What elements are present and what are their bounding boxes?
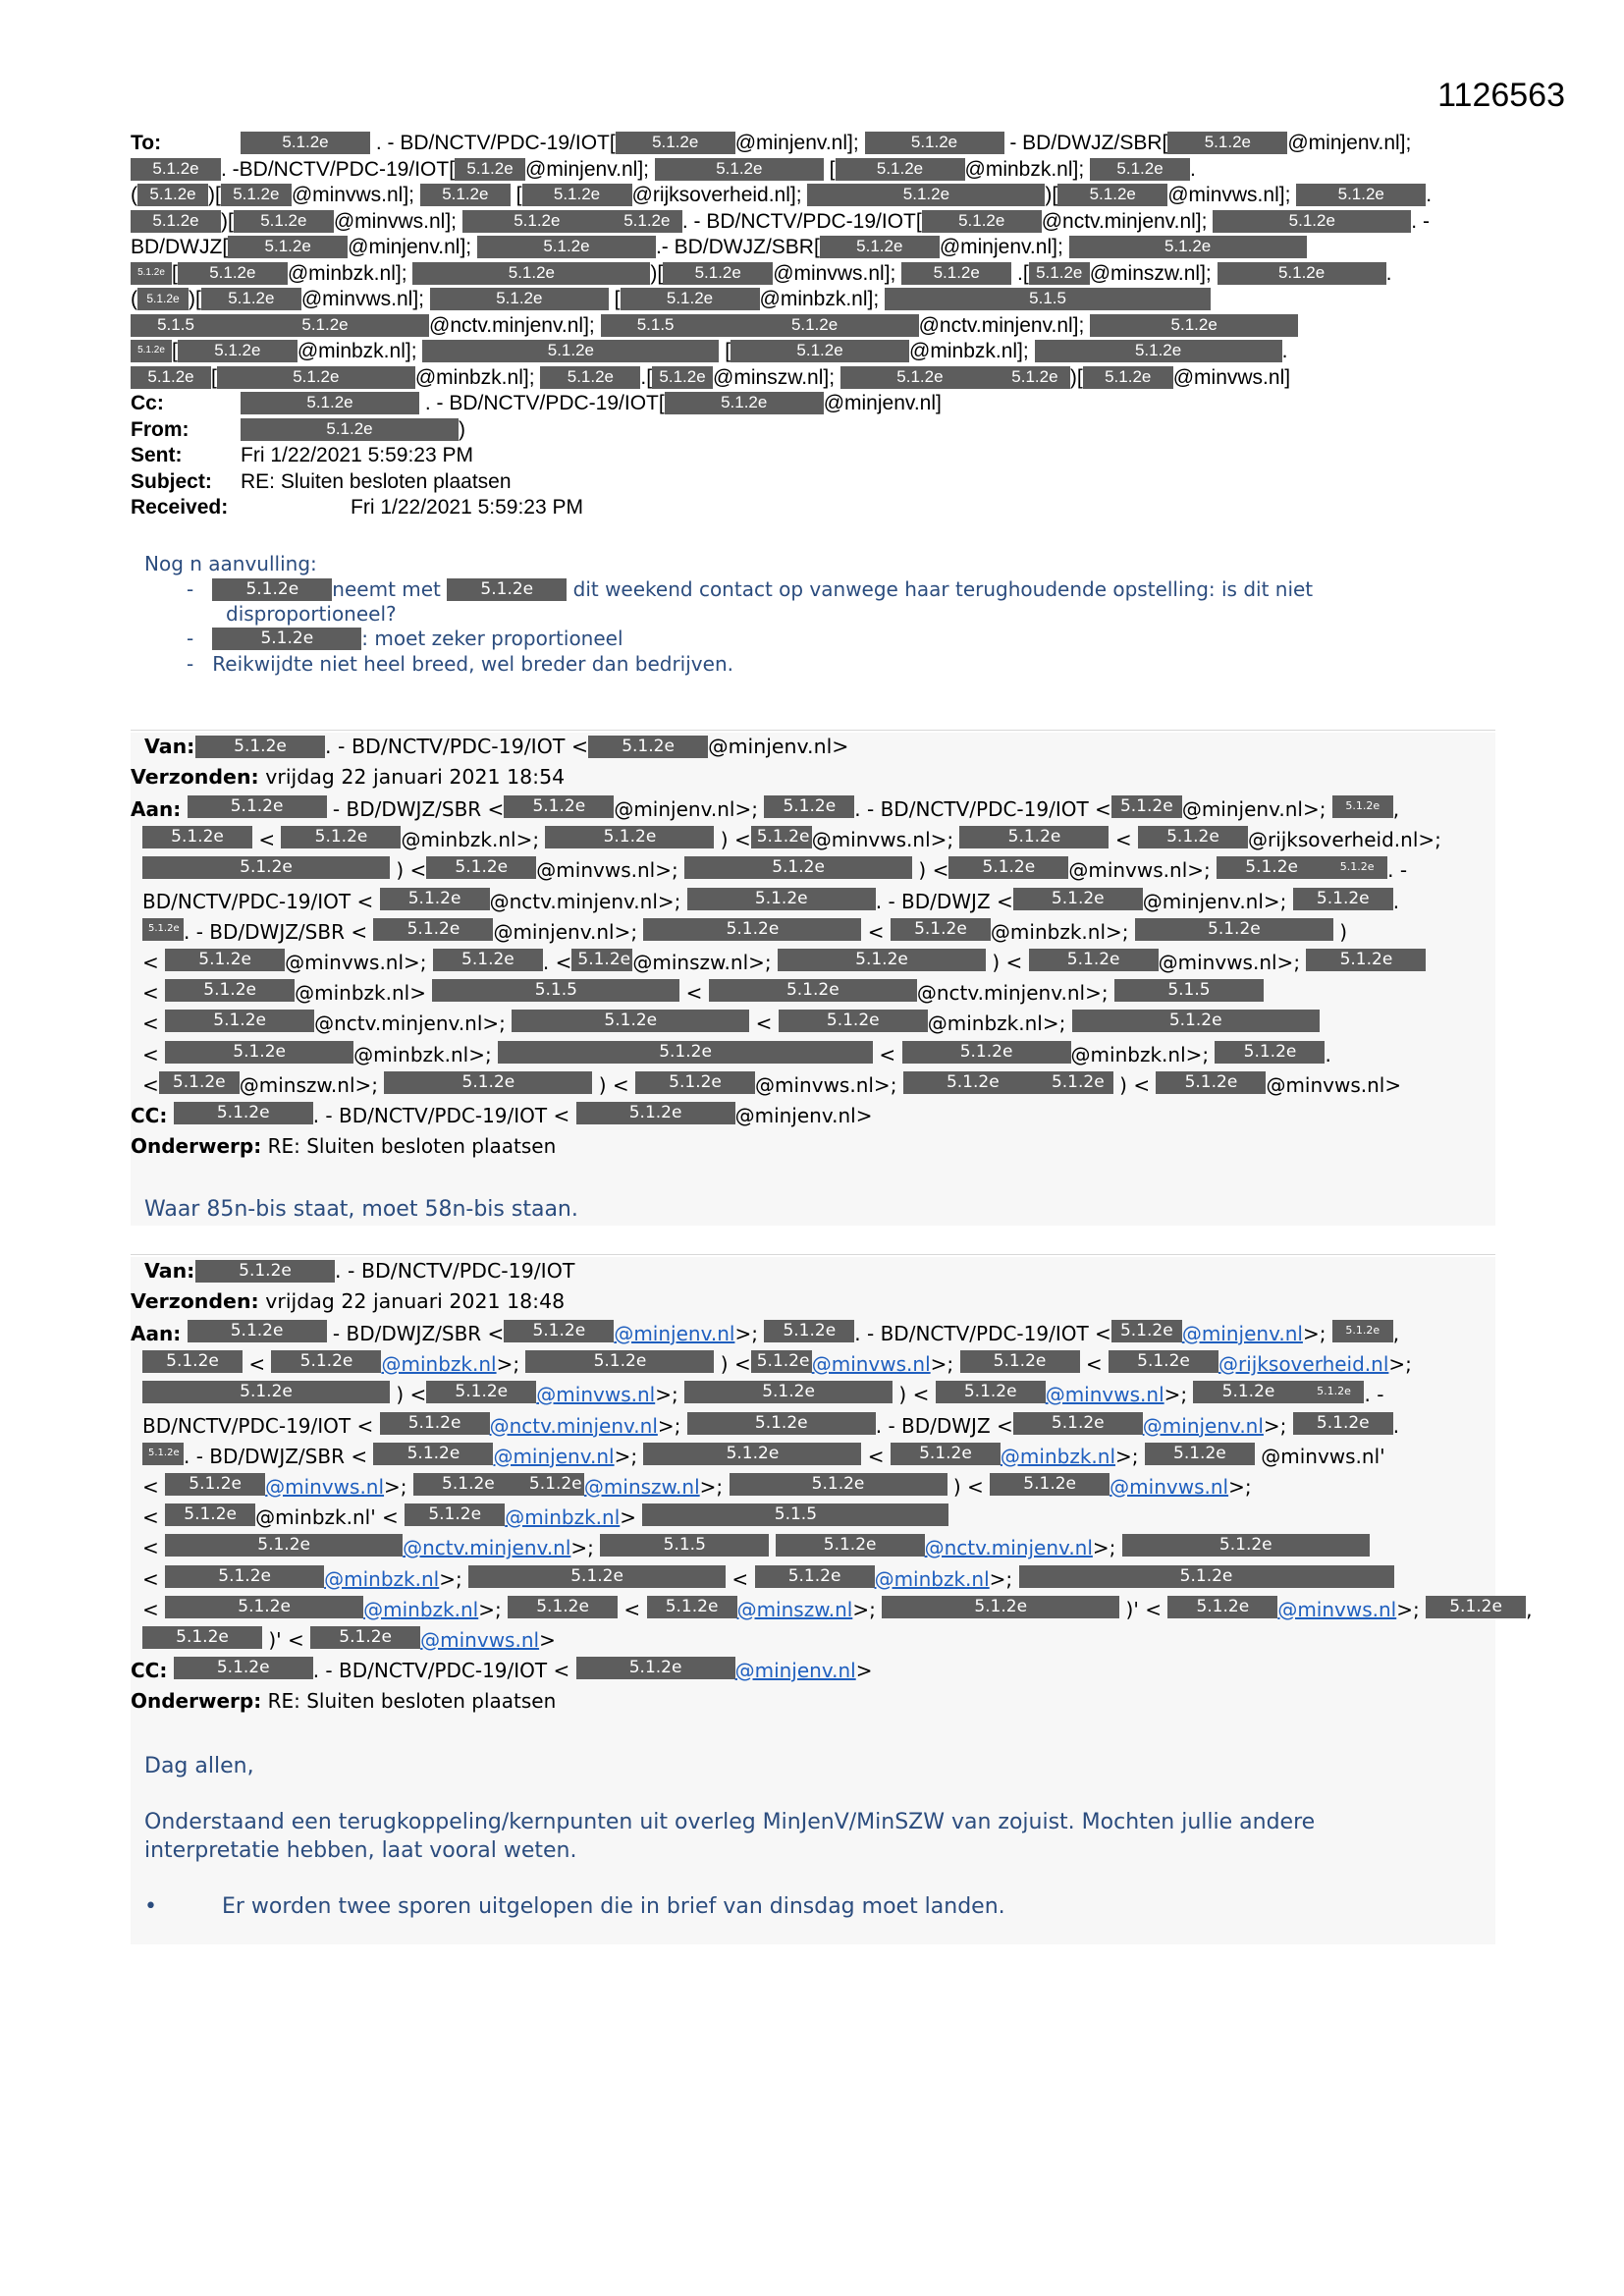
cc-label: Cc: bbox=[131, 392, 164, 414]
van-label: Van: bbox=[144, 735, 195, 758]
redaction: 5.1.2e bbox=[948, 856, 1068, 879]
redaction: 5.1.2e bbox=[142, 1626, 262, 1649]
redaction: 5.1.2e bbox=[1013, 1412, 1143, 1435]
redaction: 5.1.2e bbox=[1426, 1596, 1526, 1618]
paragraph-line-1: Onderstaand een terugkoppeling/kernpunten uit overleg MinJenV/MinSZW van zojuist. Mochten jullie andere bbox=[144, 1810, 1316, 1834]
redaction: 5.1.2e bbox=[241, 392, 419, 414]
subject-label: Subject: bbox=[131, 469, 212, 493]
redaction: 5.1.2e bbox=[751, 1350, 812, 1373]
redaction: 5.1.2e bbox=[1122, 1534, 1370, 1557]
van-row: Van: 5.1.2e . - BD/NCTV/PDC-19/IOT bbox=[144, 1259, 575, 1283]
redaction: 5.1.2e bbox=[174, 1102, 313, 1124]
note-item-1-cont: disproportioneel? bbox=[226, 602, 397, 626]
verzonden-row bbox=[131, 765, 565, 789]
to-row-4: 5.1.2e )[ 5.1.2e @minvws.nl]; 5.1.2e 5.1.2e . - BD/NCTV/PDC-19/IOT[ 5.1.2e @nctv.minjenv.nl]; 5.1.2e . - bbox=[131, 209, 1505, 236]
redaction: 5.1.2e bbox=[1000, 366, 1070, 389]
redaction: 5.1.2e bbox=[165, 1565, 324, 1588]
redaction: 5.1.2e bbox=[165, 1473, 265, 1496]
redaction: 5.1.2e bbox=[665, 392, 824, 414]
redaction: 5.1.2e bbox=[131, 262, 172, 285]
redaction: 5.1.2e bbox=[990, 1473, 1110, 1496]
redaction: 5.1.2e bbox=[174, 1657, 313, 1679]
redaction: 5.1.2e bbox=[1013, 888, 1143, 910]
redaction: 5.1.5 bbox=[601, 314, 711, 337]
redaction: 5.1.5 bbox=[885, 288, 1211, 310]
to-row-2: 5.1.2e . -BD/NCTV/PDC-19/IOT[ 5.1.2e @minjenv.nl]; 5.1.2e [ 5.1.2e @minbzk.nl]; 5.1.2e . bbox=[131, 157, 1505, 184]
received-label: Received: bbox=[131, 496, 229, 519]
redaction: 5.1.2e bbox=[687, 1412, 876, 1435]
redaction: 5.1.2e bbox=[165, 1596, 363, 1618]
redaction: 5.1.2e bbox=[1072, 1010, 1320, 1032]
redaction: 5.1.5 bbox=[131, 314, 221, 337]
redaction: 5.1.2e bbox=[1296, 184, 1426, 206]
second-email-body: Waar 85n-bis staat, moet 58n-bis staan. bbox=[144, 1197, 578, 1222]
redaction: 5.1.2e bbox=[217, 366, 415, 389]
redaction: 5.1.2e bbox=[201, 288, 301, 310]
redaction: 5.1.2e bbox=[271, 1350, 381, 1373]
redaction: 5.1.2e bbox=[137, 184, 208, 206]
redaction: 5.1.2e bbox=[523, 1473, 584, 1496]
to-row-9: 5.1.2e [ 5.1.2e @minbzk.nl]; 5.1.2e [ 5.1.2e @minbzk.nl]; 5.1.2e . bbox=[131, 339, 1505, 365]
redaction: 5.1.2e bbox=[477, 236, 656, 258]
second-aan-block: Aan: 5.1.2e - BD/DWJZ/SBR < 5.1.2e @minjenv.nl>; 5.1.2e . - BD/NCTV/PDC-19/IOT < 5.1.2e @minjenv.nl>; 5.1.2e , 5.1.2e < 5.1.2e @minbzk.nl>; 5.1.2e ) < 5.1.2e @minvws.nl>; 5.1.2e < 5.1.2e @rijksoverheid.nl>; 5.1.2e ) < 5.1.2e @minvws.nl>; 5.1.2e ) < 5.1.2e @minvws.nl>; 5.1.2e 5.1.2e . - BD/NCTV/PDC-19/IOT < 5.1.2e @nctv.minjenv.nl>; 5.1.2e . - BD/DWJZ < 5.1.2e @minjenv.nl>; 5.1.2e . 5.1.2e . - BD/DWJZ/SBR < 5.1.2e @minjenv.nl>; 5.1.2e < 5.1.2e @minbzk.nl>; 5.1.2e ) < 5.1.2e @minvws.nl>; 5.1.2e . < 5.1.2e @minszw.nl>; 5.1.2e ) < 5.1.2e @minvws.nl>; 5.1.2e < 5.1.2e @minbzk.nl> 5.1.5 < 5.1.2e @nctv.minjenv.nl>; 5.1.5 < 5.1.2e @nctv.minjenv.nl>; 5.1.2e < 5.1.2e @minbzk.nl>; 5.1.2e < 5.1.2e @minbzk.nl>; 5.1.2e < 5.1.2e @minbzk.nl>; 5.1.2e . < 5.1.2e @minszw.nl>; 5.1.2e ) < 5.1.2e @minvws.nl>; 5.1.2e 5.1.2e ) < 5.1.2e @minvws.nl> CC: 5.1.2e . - BD/NCTV/PDC-19/IOT < 5.1.2e @minjenv.nl> Onderwerp: RE: Sluiten besloten plaatsen bbox=[131, 796, 1441, 1159]
redaction: 5.1.2e bbox=[405, 1503, 505, 1526]
redaction: 5.1.2e bbox=[281, 826, 401, 848]
redaction: 5.1.2e bbox=[1332, 1320, 1393, 1342]
redaction: 5.1.2e bbox=[643, 918, 861, 941]
redaction: 5.1.2e bbox=[142, 918, 184, 941]
redaction: 5.1.5 bbox=[432, 979, 679, 1002]
redaction: 5.1.2e bbox=[1326, 856, 1387, 879]
redaction: 5.1.2e bbox=[865, 132, 1004, 154]
separator bbox=[131, 730, 1495, 731]
redaction: 5.1.2e bbox=[1111, 795, 1182, 818]
redaction: 5.1.2e bbox=[730, 1473, 947, 1496]
received-value: Fri 1/22/2021 5:59:23 PM bbox=[351, 496, 583, 519]
redaction: 5.1.2e bbox=[1069, 236, 1307, 258]
redaction: 5.1.2e bbox=[1083, 366, 1173, 389]
redaction: 5.1.2e bbox=[1293, 888, 1393, 910]
redaction: 5.1.2e bbox=[616, 132, 735, 154]
van-row: Van: 5.1.2e . - BD/NCTV/PDC-19/IOT < 5.1.2e @minjenv.nl> bbox=[144, 735, 849, 758]
third-aan-block: Aan: 5.1.2e - BD/DWJZ/SBR < 5.1.2e @minjenv.nl>; 5.1.2e . - BD/NCTV/PDC-19/IOT < 5.1.2e @minjenv.nl>; 5.1.2e , 5.1.2e < 5.1.2e @minbzk.nl>; 5.1.2e ) < 5.1.2e @minvws.nl>; 5.1.2e < 5.1.2e @rijksoverheid.nl>; 5.1.2e ) < 5.1.2e @minvws.nl>; 5.1.2e ) < 5.1.2e @minvws.nl>; 5.1.2e 5.1.2e . - BD/NCTV/PDC-19/IOT < 5.1.2e @nctv.minjenv.nl>; 5.1.2e . - BD/DWJZ < 5.1.2e @minjenv.nl>; 5.1.2e . 5.1.2e . - BD/DWJZ/SBR < 5.1.2e @minjenv.nl>; 5.1.2e < 5.1.2e @minbzk.nl>; 5.1.2e @minvws.nl' < 5.1.2e @minvws.nl>; 5.1.2e 5.1.2e @minszw.nl>; 5.1.2e ) < 5.1.2e @minvws.nl>; < 5.1.2e @minbzk.nl' < 5.1.2e @minbzk.nl> 5.1.5 < 5.1.2e @nctv.minjenv.nl>; 5.1.5 5.1.2e @nctv.minjenv.nl>; 5.1.2e < 5.1.2e @minbzk.nl>; 5.1.2e < 5.1.2e @minbzk.nl>; 5.1.2e < 5.1.2e @minbzk.nl>; 5.1.2e < 5.1.2e @minszw.nl>; 5.1.2e )' < 5.1.2e @minvws.nl>; 5.1.2e , 5.1.2e )' < 5.1.2e @minvws.nl> CC: 5.1.2e . - BD/NCTV/PDC-19/IOT < 5.1.2e @minjenv.nl> Onderwerp: RE: Sluiten besloten plaatsen bbox=[131, 1321, 1533, 1714]
redaction: 5.1.2e bbox=[462, 210, 612, 233]
redaction: 5.1.2e bbox=[522, 184, 632, 206]
redaction: 5.1.2e bbox=[621, 288, 760, 310]
redaction: 5.1.2e bbox=[571, 949, 632, 971]
bullet-item: • Er worden twee sporen uitgelopen die in brief van dinsdag moet landen. bbox=[144, 1894, 1005, 1919]
redaction: 5.1.2e bbox=[165, 1534, 403, 1557]
redaction: 5.1.2e bbox=[755, 1565, 875, 1588]
to-row-7: ( 5.1.2e )[ 5.1.2e @minvws.nl]; 5.1.2e [ 5.1.2e @minbzk.nl]; 5.1.5 bbox=[131, 287, 1505, 313]
cc-row: Cc: 5.1.2e . - BD/NCTV/PDC-19/IOT[ 5.1.2e @minjenv.nl] bbox=[131, 391, 1505, 417]
redaction: 5.1.2e bbox=[195, 736, 325, 758]
redaction: 5.1.2e bbox=[836, 158, 965, 181]
redaction: 5.1.2e bbox=[430, 288, 609, 310]
redaction: 5.1.2e bbox=[936, 1381, 1046, 1403]
redaction: 5.1.2e bbox=[1029, 262, 1090, 285]
verzonden-value: vrijdag 22 januari 2021 18:48 bbox=[265, 1289, 566, 1313]
redaction: 5.1.2e bbox=[212, 578, 332, 601]
redaction: 5.1.2e bbox=[807, 184, 1045, 206]
subject-row bbox=[131, 469, 1505, 496]
van-label: Van: bbox=[144, 1259, 195, 1283]
redaction: 5.1.5 bbox=[1114, 979, 1264, 1002]
note-item-2: - 5.1.2e : moet zeker proportioneel bbox=[187, 627, 623, 650]
redaction: 5.1.2e bbox=[447, 578, 567, 601]
greeting: Dag allen, bbox=[144, 1754, 254, 1778]
redaction: 5.1.2e bbox=[820, 236, 940, 258]
redaction: 5.1.2e bbox=[142, 1443, 184, 1465]
redaction: 5.1.2e bbox=[778, 949, 986, 971]
redaction: 5.1.2e bbox=[228, 236, 348, 258]
redaction: 5.1.2e bbox=[711, 314, 919, 337]
redaction: 5.1.2e bbox=[764, 1320, 854, 1342]
redaction: 5.1.2e bbox=[525, 1350, 714, 1373]
redaction: 5.1.2e bbox=[891, 918, 991, 941]
redaction: 5.1.2e bbox=[643, 1443, 861, 1465]
bullet-icon: • bbox=[144, 1894, 157, 1919]
paragraph-line-2: interpretatie hebben, laat vooral weten. bbox=[144, 1838, 577, 1863]
redaction: 5.1.2e bbox=[1293, 1412, 1393, 1435]
redaction: 5.1.2e bbox=[142, 856, 390, 879]
redaction: 5.1.2e bbox=[1029, 949, 1159, 971]
redaction: 5.1.2e bbox=[373, 1443, 493, 1465]
redaction: 5.1.2e bbox=[1109, 1350, 1218, 1373]
redaction: 5.1.2e bbox=[545, 826, 714, 848]
redaction: 5.1.2e bbox=[504, 795, 614, 818]
redaction: 5.1.2e bbox=[380, 888, 490, 910]
redaction: 5.1.2e bbox=[1306, 949, 1426, 971]
received-row bbox=[131, 495, 1505, 521]
redaction: 5.1.2e bbox=[1019, 1565, 1394, 1588]
redaction: 5.1.2e bbox=[882, 1596, 1119, 1618]
redaction: 5.1.2e bbox=[412, 262, 650, 285]
redaction: 5.1.2e bbox=[1193, 1381, 1303, 1403]
redaction: 5.1.2e bbox=[165, 1041, 353, 1064]
from-row: From: 5.1.2e ) bbox=[131, 417, 1505, 444]
redaction: 5.1.2e bbox=[504, 1320, 614, 1342]
redaction: 5.1.2e bbox=[508, 1596, 618, 1618]
redaction: 5.1.2e bbox=[1213, 210, 1411, 233]
to-row-8: 5.1.5 5.1.2e @nctv.minjenv.nl]; 5.1.5 5.1.2e @nctv.minjenv.nl]; 5.1.2e bbox=[131, 313, 1505, 340]
redaction: 5.1.2e bbox=[310, 1626, 420, 1649]
redaction: 5.1.5 bbox=[600, 1534, 769, 1557]
sent-value: Fri 1/22/2021 5:59:23 PM bbox=[241, 444, 473, 466]
from-label: From: bbox=[131, 417, 189, 441]
redaction: 5.1.2e bbox=[455, 158, 525, 181]
redaction: 5.1.2e bbox=[131, 158, 221, 181]
sent-label: Sent: bbox=[131, 444, 183, 466]
redaction: 5.1.2e bbox=[131, 340, 172, 362]
redaction: 5.1.2e bbox=[776, 1534, 925, 1557]
redaction: 5.1.2e bbox=[647, 1596, 737, 1618]
redaction: 5.1.2e bbox=[540, 366, 640, 389]
subject-value: RE: Sluiten besloten plaatsen bbox=[241, 469, 512, 493]
separator bbox=[131, 1254, 1495, 1255]
to-row-1: To: 5.1.2e . - BD/NCTV/PDC-19/IOT[ 5.1.2e @minjenv.nl]; 5.1.2e - BD/DWJZ/SBR[ 5.1.2e @minjenv.nl]; bbox=[131, 131, 1505, 157]
redaction: 5.1.2e bbox=[373, 918, 493, 941]
note-item-3: - Reikwijdte niet heel breed, wel breder dan bedrijven. bbox=[187, 652, 733, 676]
redaction: 5.1.2e bbox=[1135, 918, 1333, 941]
redaction: 5.1.2e bbox=[165, 1010, 314, 1032]
redaction: 5.1.2e bbox=[1215, 1041, 1325, 1064]
redaction: 5.1.2e bbox=[142, 1381, 390, 1403]
redaction: 5.1.2e bbox=[188, 795, 327, 818]
redaction: 5.1.2e bbox=[684, 1381, 893, 1403]
first-email-header bbox=[131, 131, 1505, 521]
note-intro: Nog n aanvulling: bbox=[144, 552, 317, 575]
redaction: 5.1.2e bbox=[241, 418, 459, 441]
redaction: 5.1.2e bbox=[1090, 314, 1298, 337]
redaction: 5.1.2e bbox=[165, 949, 285, 971]
to-row-3: ( 5.1.2e )[ 5.1.2e @minvws.nl]; 5.1.2e [ 5.1.2e @rijksoverheid.nl]; 5.1.2e )[ 5.1.2e @minvws.nl]; 5.1.2e . bbox=[131, 184, 1433, 206]
redaction: 5.1.2e bbox=[960, 1350, 1080, 1373]
redaction: 5.1.2e bbox=[1167, 1596, 1277, 1618]
redaction: 5.1.2e bbox=[221, 314, 429, 337]
redaction: 5.1.2e bbox=[663, 262, 773, 285]
to-row-6: 5.1.2e [ 5.1.2e @minbzk.nl]; 5.1.2e )[ 5.1.2e @minvws.nl]; 5.1.2e .[ 5.1.2e @minszw.nl]; 5.1.2e . bbox=[131, 261, 1505, 288]
to-row-10: 5.1.2e [ 5.1.2e @minbzk.nl]; 5.1.2e .[ 5.1.2e @minszw.nl]; 5.1.2e 5.1.2e )[ 5.1.2e @minvws.nl] bbox=[131, 365, 1505, 392]
redaction: 5.1.2e bbox=[380, 1412, 490, 1435]
redaction: 5.1.2e bbox=[142, 1350, 243, 1373]
redaction: 5.1.2e bbox=[422, 340, 719, 362]
redaction: 5.1.2e bbox=[131, 366, 211, 389]
redaction: 5.1.2e bbox=[131, 210, 221, 233]
redaction: 5.1.2e bbox=[420, 184, 511, 206]
redaction: 5.1.2e bbox=[142, 826, 252, 848]
redaction: 5.1.2e bbox=[468, 1565, 726, 1588]
redaction: 5.1.2e bbox=[413, 1473, 523, 1496]
note-item-1: - 5.1.2e neemt met 5.1.2e dit weekend contact op vanwege haar terughoudende opstelling: is dit niet bbox=[187, 577, 1314, 601]
verzonden-label: Verzonden: bbox=[131, 765, 259, 789]
redaction: 5.1.2e bbox=[241, 132, 370, 154]
redaction: 5.1.2e bbox=[635, 1071, 755, 1094]
redaction: 5.1.2e bbox=[684, 856, 912, 879]
redaction: 5.1.2e bbox=[1138, 826, 1248, 848]
redaction: 5.1.2e bbox=[188, 1320, 327, 1342]
redaction: 5.1.2e bbox=[433, 949, 543, 971]
redaction: 5.1.2e bbox=[1145, 1443, 1255, 1465]
redaction: 5.1.2e bbox=[902, 1041, 1071, 1064]
redaction: 5.1.2e bbox=[731, 340, 909, 362]
redaction: 5.1.2e bbox=[709, 979, 917, 1002]
redaction: 5.1.2e bbox=[178, 340, 298, 362]
redaction: 5.1.5 bbox=[642, 1503, 948, 1526]
redaction: 5.1.2e bbox=[576, 1657, 735, 1679]
redaction: 5.1.2e bbox=[779, 1010, 928, 1032]
redaction: 5.1.2e bbox=[1167, 132, 1287, 154]
redaction: 5.1.2e bbox=[384, 1071, 592, 1094]
redaction: 5.1.2e bbox=[901, 262, 1011, 285]
redaction: 5.1.2e bbox=[137, 288, 189, 310]
verzonden-row bbox=[131, 1289, 565, 1313]
redaction: 5.1.2e bbox=[764, 795, 854, 818]
redaction: 5.1.2e bbox=[922, 210, 1042, 233]
redaction: 5.1.2e bbox=[1332, 795, 1393, 818]
redaction: 5.1.2e bbox=[687, 888, 876, 910]
redaction: 5.1.2e bbox=[652, 366, 713, 389]
redaction: 5.1.2e bbox=[512, 1010, 749, 1032]
redaction: 5.1.2e bbox=[1218, 262, 1386, 285]
redaction: 5.1.2e bbox=[903, 1071, 1043, 1094]
redaction: 5.1.2e bbox=[891, 1443, 1001, 1465]
redaction: 5.1.2e bbox=[959, 826, 1109, 848]
redaction: 5.1.2e bbox=[221, 184, 292, 206]
redaction: 5.1.2e bbox=[1035, 340, 1282, 362]
redaction: 5.1.2e bbox=[195, 1260, 335, 1283]
redaction: 5.1.2e bbox=[840, 366, 1000, 389]
redaction: 5.1.2e bbox=[1217, 856, 1326, 879]
sent-row bbox=[131, 443, 1505, 469]
redaction: 5.1.2e bbox=[1156, 1071, 1266, 1094]
redaction: 5.1.2e bbox=[426, 856, 536, 879]
redaction: 5.1.2e bbox=[426, 1381, 536, 1403]
redaction: 5.1.2e bbox=[178, 262, 288, 285]
redaction: 5.1.2e bbox=[165, 1503, 255, 1526]
to-row-5: BD/DWJZ[ 5.1.2e @minjenv.nl]; 5.1.2e .- BD/DWJZ/SBR[ 5.1.2e @minjenv.nl]; 5.1.2e bbox=[131, 235, 1505, 261]
verzonden-value: vrijdag 22 januari 2021 18:54 bbox=[265, 765, 566, 789]
redaction: 5.1.2e bbox=[165, 979, 295, 1002]
redaction: 5.1.2e bbox=[1303, 1381, 1364, 1403]
document-number: 1126563 bbox=[1437, 77, 1565, 114]
redaction: 5.1.2e bbox=[1043, 1071, 1113, 1094]
redaction: 5.1.2e bbox=[576, 1102, 735, 1124]
redaction: 5.1.2e bbox=[1111, 1320, 1182, 1342]
redaction: 5.1.2e bbox=[212, 628, 361, 650]
redaction: 5.1.2e bbox=[498, 1041, 873, 1064]
redaction: 5.1.2e bbox=[1090, 158, 1190, 181]
verzonden-label: Verzonden: bbox=[131, 1289, 259, 1313]
redaction: 5.1.2e bbox=[588, 736, 708, 758]
redaction: 5.1.2e bbox=[1057, 184, 1167, 206]
redaction: 5.1.2e bbox=[612, 210, 682, 233]
redaction: 5.1.2e bbox=[751, 826, 812, 848]
to-label: To: bbox=[131, 132, 162, 154]
redaction: 5.1.2e bbox=[655, 158, 824, 181]
redaction: 5.1.2e bbox=[234, 210, 334, 233]
redaction: 5.1.2e bbox=[159, 1071, 240, 1094]
